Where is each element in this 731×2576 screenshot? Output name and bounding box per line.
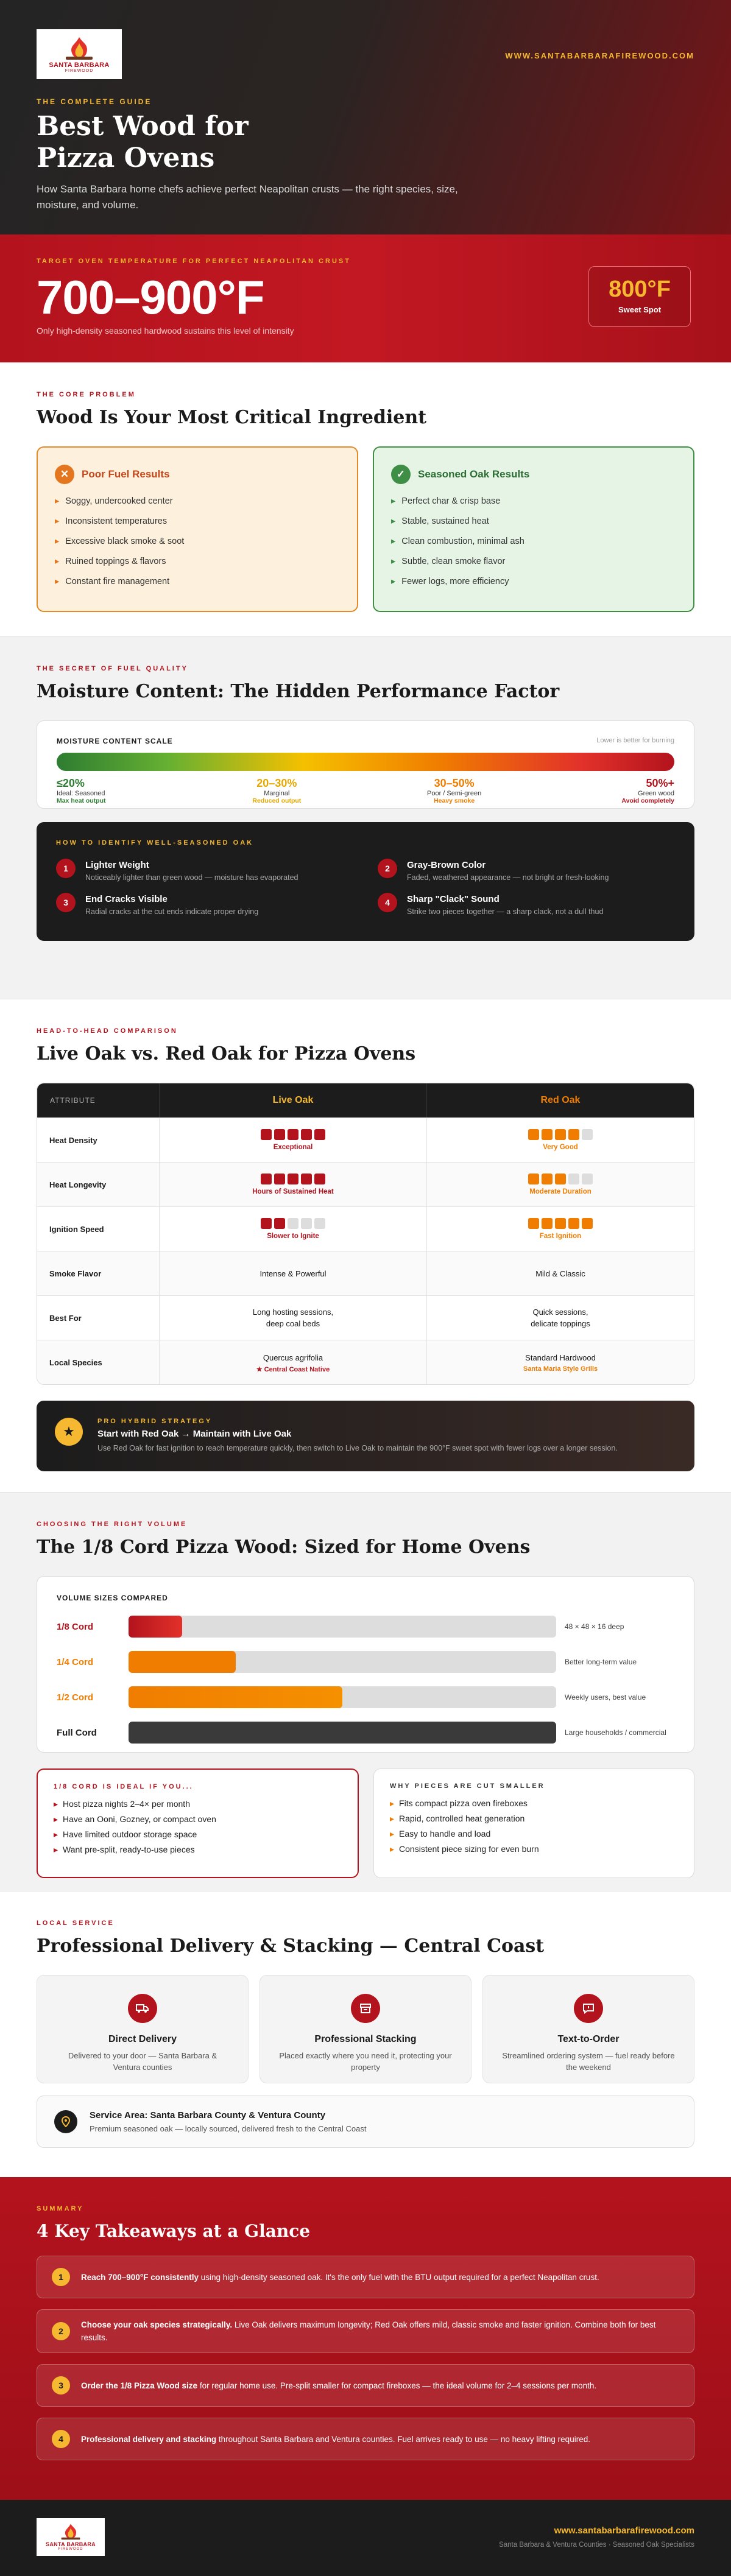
score-dot: [542, 1218, 553, 1229]
cell-text: [260, 1268, 326, 1279]
table-row: [37, 1162, 694, 1206]
cell-text: [535, 1268, 585, 1279]
temp-range: 700–900°F: [37, 270, 264, 324]
red-oak-cell: [426, 1118, 694, 1162]
card-desc: Streamlined ordering system — fuel ready before the weekend: [502, 2051, 675, 2072]
score-dot: [528, 1129, 539, 1140]
list-item: ▸ Consistent piece sizing for even burn: [390, 1844, 678, 1854]
score-dot: [555, 1129, 566, 1140]
stack-icon: [351, 1994, 380, 2023]
cell-line: Intense & Powerful: [260, 1269, 327, 1278]
volume-track: [129, 1686, 556, 1708]
chat-icon: [574, 1994, 603, 2023]
tick-label: Ideal: Seasoned: [57, 790, 105, 797]
takeaway-text: [81, 2433, 590, 2446]
scale-tick: [589, 777, 674, 804]
takeaway-bold: Order the 1/8 Pizza Wood size: [81, 2381, 198, 2390]
tick-value: 30–50%: [434, 777, 475, 789]
pro-title: Start with Red Oak → Maintain with Live Oak: [97, 1429, 292, 1439]
list-item: ▸ Stable, sustained heat: [391, 516, 676, 526]
footer-tagline: Santa Barbara & Ventura Counties · Seasoned Oak Specialists: [499, 2541, 694, 2549]
list-item: ▸ Constant fire management: [55, 577, 340, 586]
hero-eyebrow: THE COMPLETE GUIDE: [37, 97, 152, 106]
red-oak-cell: [426, 1207, 694, 1251]
volume-name: 1/2 Cord: [57, 1692, 94, 1703]
takeaway-rest: using high-density seasoned oak. It's the only fuel with the BTU output required for a perfect Neapolitan crust.: [199, 2272, 599, 2282]
volume-fill: [129, 1722, 556, 1744]
volume-track: [129, 1651, 556, 1673]
sign-desc: Radial cracks at the cut ends indicate proper drying: [85, 907, 259, 916]
row-attribute: Local Species: [49, 1357, 102, 1367]
live-oak-cell: [159, 1340, 426, 1384]
list-item: ▸ Inconsistent temperatures: [55, 516, 340, 526]
service-area-desc: Premium seasoned oak — locally sourced, delivered fresh to the Central Coast: [90, 2124, 367, 2133]
sign-item: [56, 893, 353, 916]
row-attribute: Smoke Flavor: [49, 1269, 102, 1278]
score-dot: [301, 1129, 312, 1140]
card-title: Professional Stacking: [314, 2034, 417, 2044]
delivery-section: [0, 1891, 731, 2177]
why-smaller-card: [373, 1768, 694, 1878]
score-dot: [288, 1174, 298, 1184]
sign-title: End Cracks Visible: [85, 894, 168, 904]
temp-note: Only high-density seasoned hardwood sustains this level of intensity: [37, 326, 294, 336]
score-dot: [288, 1218, 298, 1229]
card-title: Text-to-Order: [557, 2034, 620, 2044]
list-item: ▸ Rapid, controlled heat generation: [390, 1814, 678, 1824]
score-dot: [568, 1218, 579, 1229]
sign-desc: Faded, weathered appearance — not bright or fresh-looking: [407, 873, 609, 882]
score-dots: [528, 1218, 593, 1229]
score-dot: [582, 1129, 593, 1140]
section-title: Wood Is Your Most Critical Ingredient: [37, 407, 427, 428]
sign-desc: Strike two pieces together — a sharp clack, not a dull thud: [407, 907, 604, 916]
core-problem-section: [0, 362, 731, 636]
score-dot: [542, 1129, 553, 1140]
check-icon: ✓: [391, 465, 411, 484]
section-title: Professional Delivery & Stacking — Central Coast: [37, 1935, 545, 1957]
sweet-spot-value: 800°F: [609, 276, 671, 302]
score-dots: [261, 1129, 325, 1140]
pro-desc: Use Red Oak for fast ignition to reach temperature quickly, then switch to Live Oak to maintain the 900°F sweet spot with fewer logs over a longer session.: [97, 1444, 618, 1452]
live-oak-cell: [159, 1251, 426, 1295]
score-dot: [314, 1129, 325, 1140]
sign-desc: Noticeably lighter than green wood — moisture has evaporated: [85, 873, 298, 882]
score-label: Very Good: [543, 1144, 578, 1151]
takeaway-item: [37, 2256, 694, 2298]
score-dot: [301, 1218, 312, 1229]
pro-eyebrow: PRO HYBRID STRATEGY: [97, 1418, 213, 1425]
volume-sizes-box: [37, 1576, 694, 1753]
score-dot: [314, 1218, 325, 1229]
list-item: ▸ Soggy, undercooked center: [55, 496, 340, 506]
score-dot: [314, 1174, 325, 1184]
logo-text: SANTA BARBARA: [49, 61, 110, 69]
score-dots: [261, 1174, 325, 1184]
score-dot: [274, 1174, 285, 1184]
score-dot: [555, 1174, 566, 1184]
tick-value: 20–30%: [256, 777, 297, 789]
page-title: Best Wood for Pizza Ovens: [37, 111, 249, 174]
star-icon: ★: [55, 1418, 83, 1446]
x-icon: ✕: [55, 465, 74, 484]
signs-grid: [56, 859, 675, 916]
service-area-banner: [37, 2096, 694, 2148]
sign-number: 1: [56, 859, 76, 878]
section-eyebrow: HEAD-TO-HEAD COMPARISON: [37, 1027, 178, 1035]
table-row: [37, 1295, 694, 1340]
score-dots: [528, 1129, 593, 1140]
score-dot: [542, 1174, 553, 1184]
score-dot: [568, 1174, 579, 1184]
tick-value: 50%+: [646, 777, 674, 789]
score-dot: [582, 1218, 593, 1229]
row-attribute: Ignition Speed: [49, 1224, 104, 1234]
poor-fuel-card: [37, 446, 358, 612]
ideal-if-card: [37, 1768, 359, 1878]
location-pin-icon: [54, 2110, 77, 2133]
takeaway-bold: Choose your oak species strategically.: [81, 2320, 233, 2329]
site-link[interactable]: WWW.SANTABARBARAFIREWOOD.COM: [505, 51, 694, 60]
moisture-section: [0, 636, 731, 999]
header-attribute: ATTRIBUTE: [37, 1083, 159, 1117]
scale-tick: [412, 777, 497, 804]
cell-line: Long hosting sessions,: [252, 1307, 334, 1317]
table-row: [37, 1117, 694, 1162]
tick-label: Marginal: [264, 790, 290, 797]
volume-row: [57, 1651, 674, 1673]
tick-note: Max heat output: [57, 797, 106, 804]
card-eyebrow: 1/8 CORD IS IDEAL IF YOU...: [54, 1783, 194, 1790]
volume-desc: Better long-term value: [565, 1658, 637, 1666]
score-dot: [261, 1129, 272, 1140]
seasoned-oak-signs: [37, 822, 694, 941]
cord-volume-section: [0, 1492, 731, 1891]
score-dots: [528, 1174, 593, 1184]
list-item: ▸ Fits compact pizza oven fireboxes: [390, 1798, 678, 1809]
section-title: Moisture Content: The Hidden Performance Factor: [37, 681, 560, 702]
table-header: [37, 1083, 694, 1117]
volume-box-title: VOLUME SIZES COMPARED: [57, 1594, 168, 1602]
sign-number: 3: [56, 893, 76, 912]
takeaway-item: [37, 2309, 694, 2353]
direct-delivery-card: [37, 1975, 249, 2083]
card-eyebrow: WHY PIECES ARE CUT SMALLER: [390, 1782, 545, 1790]
red-oak-cell: [426, 1251, 694, 1295]
takeaway-bold: Reach 700–900°F consistently: [81, 2272, 199, 2282]
row-attribute: Heat Longevity: [49, 1180, 107, 1189]
tick-label: Green wood: [638, 790, 674, 797]
scale-title: MOISTURE CONTENT SCALE: [57, 737, 173, 745]
scale-hint: Lower is better for burning: [596, 737, 674, 744]
volume-fill: [129, 1651, 236, 1673]
sign-item: [378, 893, 675, 916]
score-dot: [261, 1218, 272, 1229]
service-area-title: Service Area: Santa Barbara County & Ventura County: [90, 2110, 326, 2120]
takeaway-rest: throughout Santa Barbara and Ventura counties. Fuel arrives ready to use — no heavy lifting required.: [216, 2434, 590, 2444]
list-item: ▸ Have an Ooni, Gozney, or compact oven: [54, 1814, 342, 1825]
list-item: ▸ Perfect char & crisp base: [391, 496, 676, 506]
score-dot: [582, 1174, 593, 1184]
volume-row: [57, 1616, 674, 1638]
red-oak-cell: [426, 1340, 694, 1384]
volume-track: [129, 1722, 556, 1744]
red-oak-cell: [426, 1296, 694, 1340]
sign-item: [56, 859, 353, 882]
volume-name: 1/8 Cord: [57, 1621, 94, 1632]
truck-icon: [128, 1994, 157, 2023]
volume-fill: [129, 1616, 182, 1638]
score-dot: [528, 1218, 539, 1229]
takeaway-text: [81, 2271, 599, 2284]
summary-section: [0, 2177, 731, 2500]
volume-name: 1/4 Cord: [57, 1656, 94, 1667]
table-row: [37, 1206, 694, 1251]
row-attribute: Heat Density: [49, 1135, 97, 1145]
cell-line: deep coal beds: [266, 1319, 320, 1328]
takeaway-item: [37, 2364, 694, 2407]
takeaway-rest: for regular home use. Pre-split smaller for compact fireboxes — the ideal volume for 2–4 sessions per month.: [197, 2381, 597, 2390]
moisture-gradient-bar: [57, 753, 674, 771]
score-dot: [261, 1174, 272, 1184]
score-label: Hours of Sustained Heat: [252, 1188, 334, 1195]
comparison-section: [0, 999, 731, 1492]
sign-number: 4: [378, 893, 397, 912]
list-item: ▸ Have limited outdoor storage space: [54, 1829, 342, 1840]
score-dot: [301, 1174, 312, 1184]
hero: [0, 0, 731, 234]
card-title: Poor Fuel Results: [82, 468, 170, 480]
species-name: Quercus agrifolia: [263, 1353, 323, 1362]
takeaway-number: 4: [52, 2430, 70, 2448]
sweet-spot-badge: [588, 266, 691, 327]
sign-title: Lighter Weight: [85, 860, 149, 870]
takeaway-bold: Professional delivery and stacking: [81, 2434, 217, 2444]
cell-text: [531, 1306, 590, 1329]
header-live-oak: Live Oak: [159, 1083, 426, 1117]
score-dot: [288, 1129, 298, 1140]
cell-line: delicate toppings: [531, 1319, 590, 1328]
cell-line: Mild & Classic: [535, 1269, 585, 1278]
section-title: Live Oak vs. Red Oak for Pizza Ovens: [37, 1043, 416, 1065]
sign-title: Sharp "Clack" Sound: [407, 894, 500, 904]
header-red-oak: Red Oak: [426, 1083, 694, 1117]
section-title: The 1/8 Cord Pizza Wood: Sized for Home Ovens: [37, 1536, 531, 1558]
cell-text: [253, 1306, 333, 1329]
list-item: ▸ Excessive black smoke & soot: [55, 537, 340, 546]
section-eyebrow: THE SECRET OF FUEL QUALITY: [37, 665, 188, 672]
scale-tick: [234, 777, 319, 804]
species-tag: Santa Maria Style Grills: [523, 1365, 598, 1373]
tick-note: Reduced output: [252, 797, 302, 804]
score-dot: [528, 1174, 539, 1184]
list-item: ▸ Clean combustion, minimal ash: [391, 537, 676, 546]
takeaway-number: 2: [52, 2322, 70, 2340]
sign-title: Gray-Brown Color: [407, 860, 486, 870]
score-dot: [568, 1129, 579, 1140]
seasoned-oak-card: [373, 446, 694, 612]
volume-desc: Weekly users, best value: [565, 1693, 646, 1701]
live-oak-cell: [159, 1163, 426, 1206]
table-row: [37, 1340, 694, 1384]
score-label: Moderate Duration: [529, 1188, 592, 1195]
list-item: ▸ Host pizza nights 2–4× per month: [54, 1799, 342, 1809]
species-tag: ★ Central Coast Native: [256, 1365, 330, 1373]
list-item: ▸ Easy to handle and load: [390, 1829, 678, 1839]
list-item: ▸ Want pre-split, ready-to-use pieces: [54, 1845, 342, 1855]
tick-note: Heavy smoke: [434, 797, 475, 804]
species-name: Standard Hardwood: [525, 1353, 596, 1362]
volume-desc: Large households / commercial: [565, 1728, 666, 1737]
footer: [0, 2500, 731, 2576]
comparison-table: [37, 1083, 694, 1385]
pro-strategy-callout: [37, 1401, 694, 1471]
sign-item: [378, 859, 675, 882]
takeaway-text: [81, 2318, 679, 2344]
text-to-order-card: [482, 1975, 694, 2083]
volume-track: [129, 1616, 556, 1638]
sign-number: 2: [378, 859, 397, 878]
section-eyebrow: LOCAL SERVICE: [37, 1920, 115, 1927]
list-item: ▸ Subtle, clean smoke flavor: [391, 557, 676, 566]
score-dot: [555, 1218, 566, 1229]
seasoned-oak-list: [391, 496, 676, 586]
flame-logo-icon: [58, 2523, 83, 2540]
score-label: Exceptional: [273, 1144, 313, 1151]
volume-name: Full Cord: [57, 1727, 97, 1738]
takeaways-list: [37, 2256, 694, 2460]
temp-eyebrow: TARGET OVEN TEMPERATURE FOR PERFECT NEAPOLITAN CRUST: [37, 258, 351, 265]
volume-row: [57, 1722, 674, 1744]
hero-subtitle: How Santa Barbara home chefs achieve perfect Neapolitan crusts — the right species, size, moisture, and volume.: [37, 183, 458, 211]
live-oak-cell: [159, 1207, 426, 1251]
section-eyebrow: SUMMARY: [37, 2205, 84, 2212]
takeaway-text: [81, 2379, 596, 2392]
takeaway-item: [37, 2418, 694, 2460]
flame-logo-icon: [62, 36, 96, 60]
logo-subtext: FIREWOOD: [58, 2547, 83, 2551]
section-eyebrow: CHOOSING THE RIGHT VOLUME: [37, 1521, 188, 1528]
card-desc: Delivered to your door — Santa Barbara & Ventura counties: [68, 2051, 217, 2072]
list-item: ▸ Fewer logs, more efficiency: [391, 577, 676, 586]
temperature-band: [0, 234, 731, 362]
list-item: ▸ Ruined toppings & flavors: [55, 557, 340, 566]
section-title: 4 Key Takeaways at a Glance: [37, 2221, 311, 2241]
cell-line: Quick sessions,: [532, 1307, 588, 1317]
logo-text: SANTA BARBARA: [46, 2541, 96, 2547]
table-row: [37, 1251, 694, 1295]
tick-value: ≤20%: [57, 777, 85, 789]
card-title: Seasoned Oak Results: [418, 468, 530, 480]
logo-subtext: FIREWOOD: [65, 68, 94, 73]
red-oak-cell: [426, 1163, 694, 1206]
score-label: Slower to Ignite: [267, 1233, 319, 1240]
score-dots: [261, 1218, 325, 1229]
takeaway-rest: Live Oak delivers maximum longevity; Red Oak offers mild, classic smoke and faster ignition. Combine both for best results.: [81, 2320, 656, 2342]
volume-desc: 48 × 48 × 16 deep: [565, 1622, 624, 1631]
section-eyebrow: THE CORE PROBLEM: [37, 391, 136, 398]
card-desc: Placed exactly where you need it, protecting your property: [279, 2051, 452, 2072]
poor-fuel-list: [55, 496, 340, 586]
tick-label: Poor / Semi-green: [427, 790, 482, 797]
live-oak-cell: [159, 1296, 426, 1340]
score-dot: [274, 1218, 285, 1229]
moisture-scale: [37, 720, 694, 809]
volume-fill: [129, 1686, 342, 1708]
row-attribute: Best For: [49, 1313, 82, 1323]
tick-note: Avoid completely: [621, 797, 674, 804]
score-label: Fast Ignition: [539, 1233, 582, 1240]
professional-stacking-card: [260, 1975, 471, 2083]
takeaway-number: 3: [52, 2376, 70, 2395]
scale-tick: [57, 777, 142, 804]
brand-logo[interactable]: [37, 29, 122, 79]
score-dot: [274, 1129, 285, 1140]
footer-site-link[interactable]: www.santabarbarafirewood.com: [554, 2525, 694, 2536]
sweet-spot-label: Sweet Spot: [618, 305, 662, 314]
card-title: Direct Delivery: [108, 2034, 177, 2044]
takeaway-number: 1: [52, 2268, 70, 2286]
live-oak-cell: [159, 1118, 426, 1162]
volume-row: [57, 1686, 674, 1708]
signs-eyebrow: HOW TO IDENTIFY WELL-SEASONED OAK: [56, 839, 254, 846]
footer-logo[interactable]: [37, 2518, 105, 2556]
scale-ticks: [57, 777, 674, 804]
